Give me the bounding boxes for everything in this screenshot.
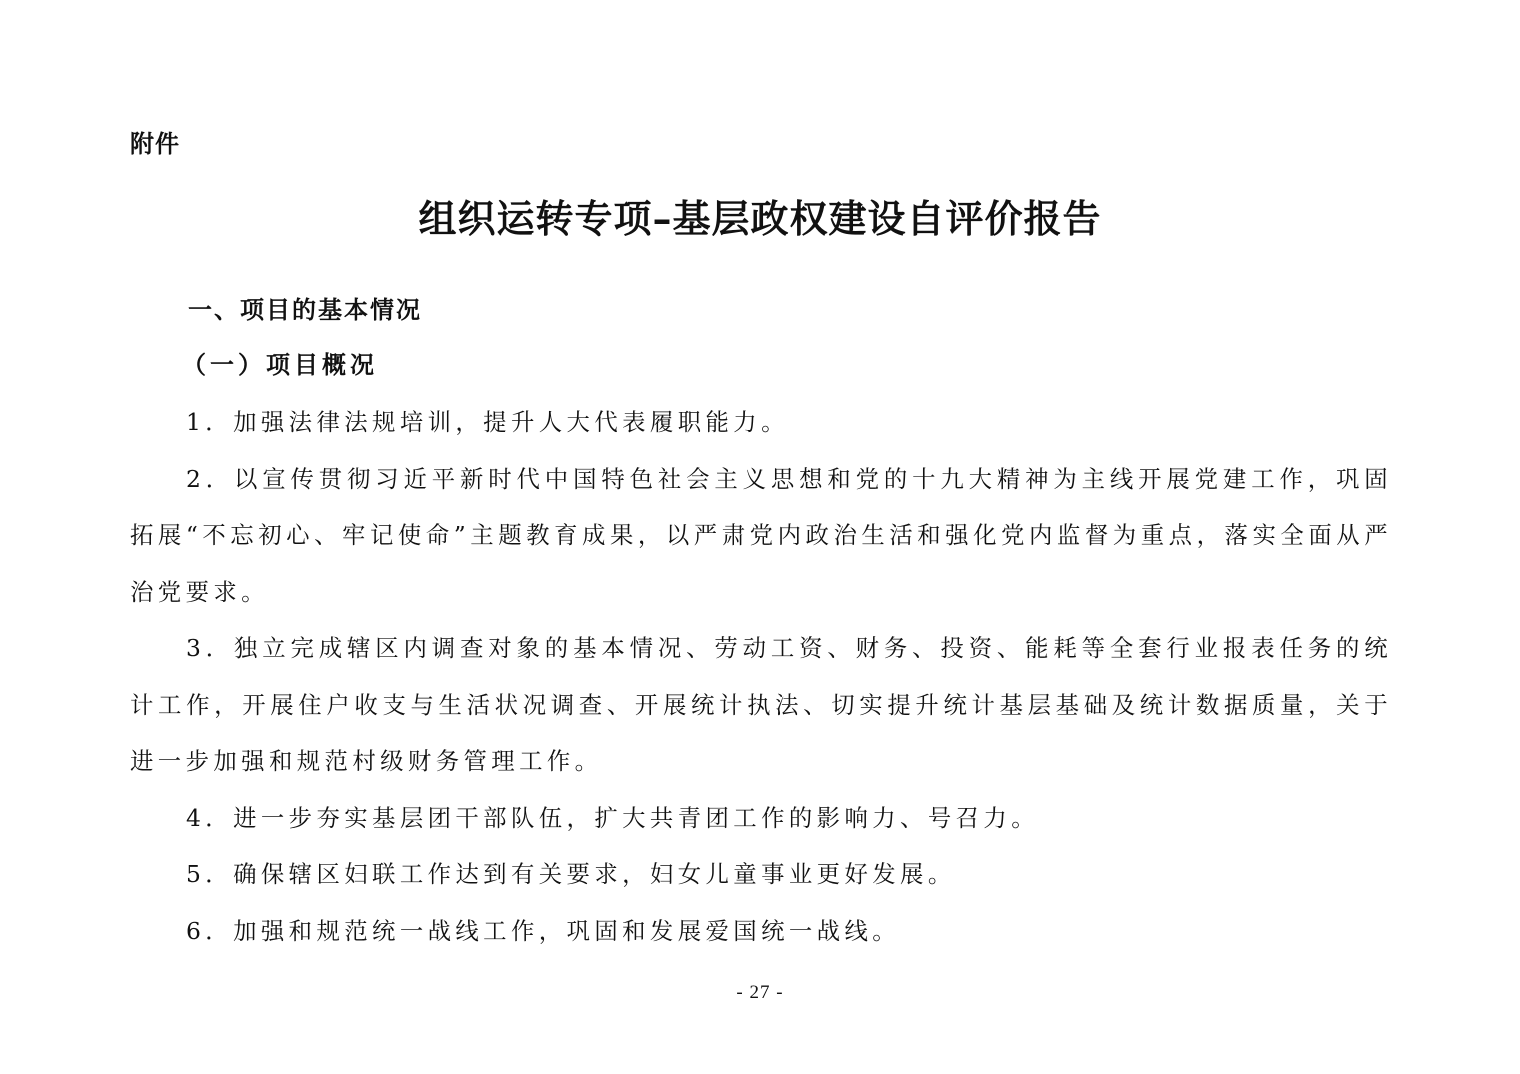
paragraph-5: 5．确保辖区妇联工作达到有关要求，妇女儿童事业更好发展。 xyxy=(186,860,956,888)
paragraph-3: 3．独立完成辖区内调查对象的基本情况、劳动工资、财务、投资、能耗等全套行业报表任务的统计工作，开展住户收支与生活状况调查、开展统计执法、切实提升统计基层基础及统计数据质量，关于进一步加强和规范村级财务管理工作。 xyxy=(130,634,1392,775)
paragraph-4: 4．进一步夯实基层团干部队伍，扩大共青团工作的影响力、号召力。 xyxy=(186,803,1039,832)
body-text xyxy=(130,394,1392,959)
document-title: 组织运转专项–基层政权建设自评价报告 xyxy=(418,196,1102,241)
paragraph-2: 2．以宣传贯彻习近平新时代中国特色社会主义思想和党的十九大精神为主线开展党建工作，巩固拓展“不忘初心、牢记使命”主题教育成果，以严肃党内政治生活和强化党内监督为重点，落实全面从严治党要求。 xyxy=(130,464,1392,606)
attachment-label: 附件 xyxy=(130,130,180,158)
subsection-heading: （一）项目概况 xyxy=(182,350,378,379)
paragraph-1: 1．加强法律法规培训，提升人大代表履职能力。 xyxy=(186,408,789,436)
section-heading: 一、项目的基本情况 xyxy=(188,296,422,324)
paragraph-6: 6．加强和规范统一战线工作，巩固和发展爱国统一战线。 xyxy=(186,916,901,945)
page-number: - 27 - xyxy=(736,982,784,1003)
